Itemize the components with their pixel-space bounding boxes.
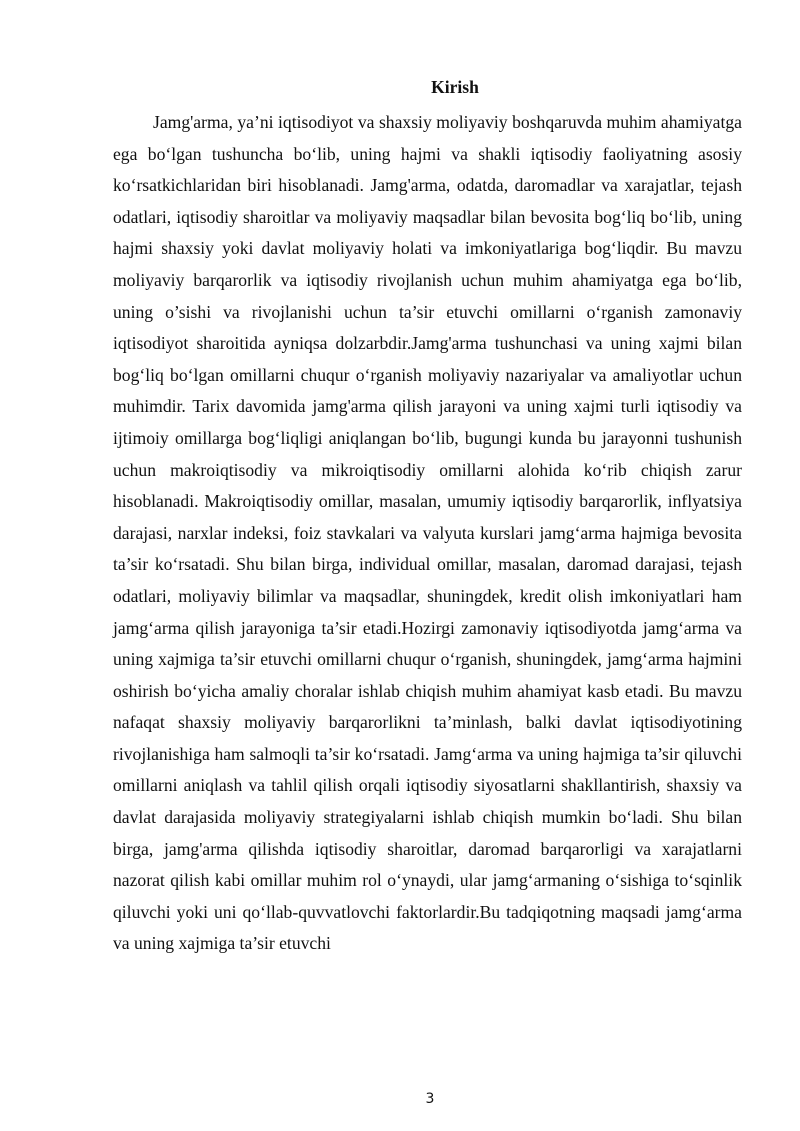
body-paragraph: Jamg'arma, ya’ni iqtisodiyot va shaxsiy moliyaviy boshqaruvda muhim ahamiyatga ega bo‘lgan tushuncha bo‘lib, uning hajmi va shakli iqtisodiy faoliyatning asosiy ko‘rsatkichlaridan biri hisoblanadi. Jamg'arma, odatda, daromadlar va xarajatlar, tejash odatlari, iqtisodiy sharoitlar va moliyaviy maqsadlar bilan bevosita bog‘liq bo‘lib, uning hajmi shaxsiy yoki davlat moliyaviy holati va imkoniyatlariga bog‘liqdir. Bu mavzu moliyaviy barqarorlik va iqtisodiy rivojlanish uchun muhim ahamiyatga ega bo‘lib, uning o’sishi va rivojlanishi uchun ta’sir etuvchi omillarni o‘rganish zamonaviy iqtisodiyot sharoitida ayniqsa dolzarbdir.Jamg'arma tushunchasi va uning xajmi bilan bog‘liq bo‘lgan omillarni chuqur o‘rganish moliyaviy nazariyalar va amaliyotlar uchun muhimdir. Tarix davomida jamg'arma qilish jarayoni va uning xajmi turli iqtisodiy va ijtimoiy omillarga bog‘liqligi aniqlangan bo‘lib, bugungi kunda bu jarayonni tushunish uchun makroiqtisodiy va mikroiqtisodiy omillarni alohida ko‘rib chiqish zarur hisoblanadi. Makroiqtisodiy omillar, masalan, umumiy iqtisodiy barqarorlik, inflyatsiya darajasi, narxlar indeksi, foiz stavkalari va valyuta kurslari jamg‘arma hajmiga bevosita ta’sir ko‘rsatadi. Shu bilan birga, individual omillar, masalan, daromad darajasi, tejash odatlari, moliyaviy bilimlar va maqsadlar, shuningdek, kredit olish imkoniyatlari ham jamg‘arma qilish jarayoniga ta’sir etadi.Hozirgi zamonaviy iqtisodiyotda jamg‘arma va uning xajmiga ta’sir etuvchi omillarni chuqur o‘rganish, shuningdek, jamg‘arma hajmini oshirish bo‘yicha amaliy choralar ishlab chiqish muhim ahamiyat kasb etadi. Bu mavzu nafaqat shaxsiy moliyaviy barqarorlikni ta’minlash, balki davlat iqtisodiyotining rivojlanishiga ham salmoqli ta’sir ko‘rsatadi. Jamg‘arma va uning hajmiga ta’sir qiluvchi omillarni aniqlash va tahlil qilish orqali iqtisodiy siyosatlarni shakllantirish, shaxsiy va davlat darajasida moliyaviy strategiyalarni ishlab chiqish mumkin bo‘ladi. Shu bilan birga, jamg'arma qilishda iqtisodiy sharoitlar, daromad barqarorligi va xarajatlarni nazorat qilish kabi omillar muhim rol o‘ynaydi, ular jamg‘armaning o‘sishiga to‘sqinlik qiluvchi yoki uni qo‘llab-quvvatlovchi faktorlardir.Bu tadqiqotning maqsadi jamg‘arma va uning xajmiga ta’sir etuvchi: [113, 112, 742, 954]
section-heading: Kirish: [431, 77, 479, 97]
page-number: 3: [425, 1091, 435, 1107]
